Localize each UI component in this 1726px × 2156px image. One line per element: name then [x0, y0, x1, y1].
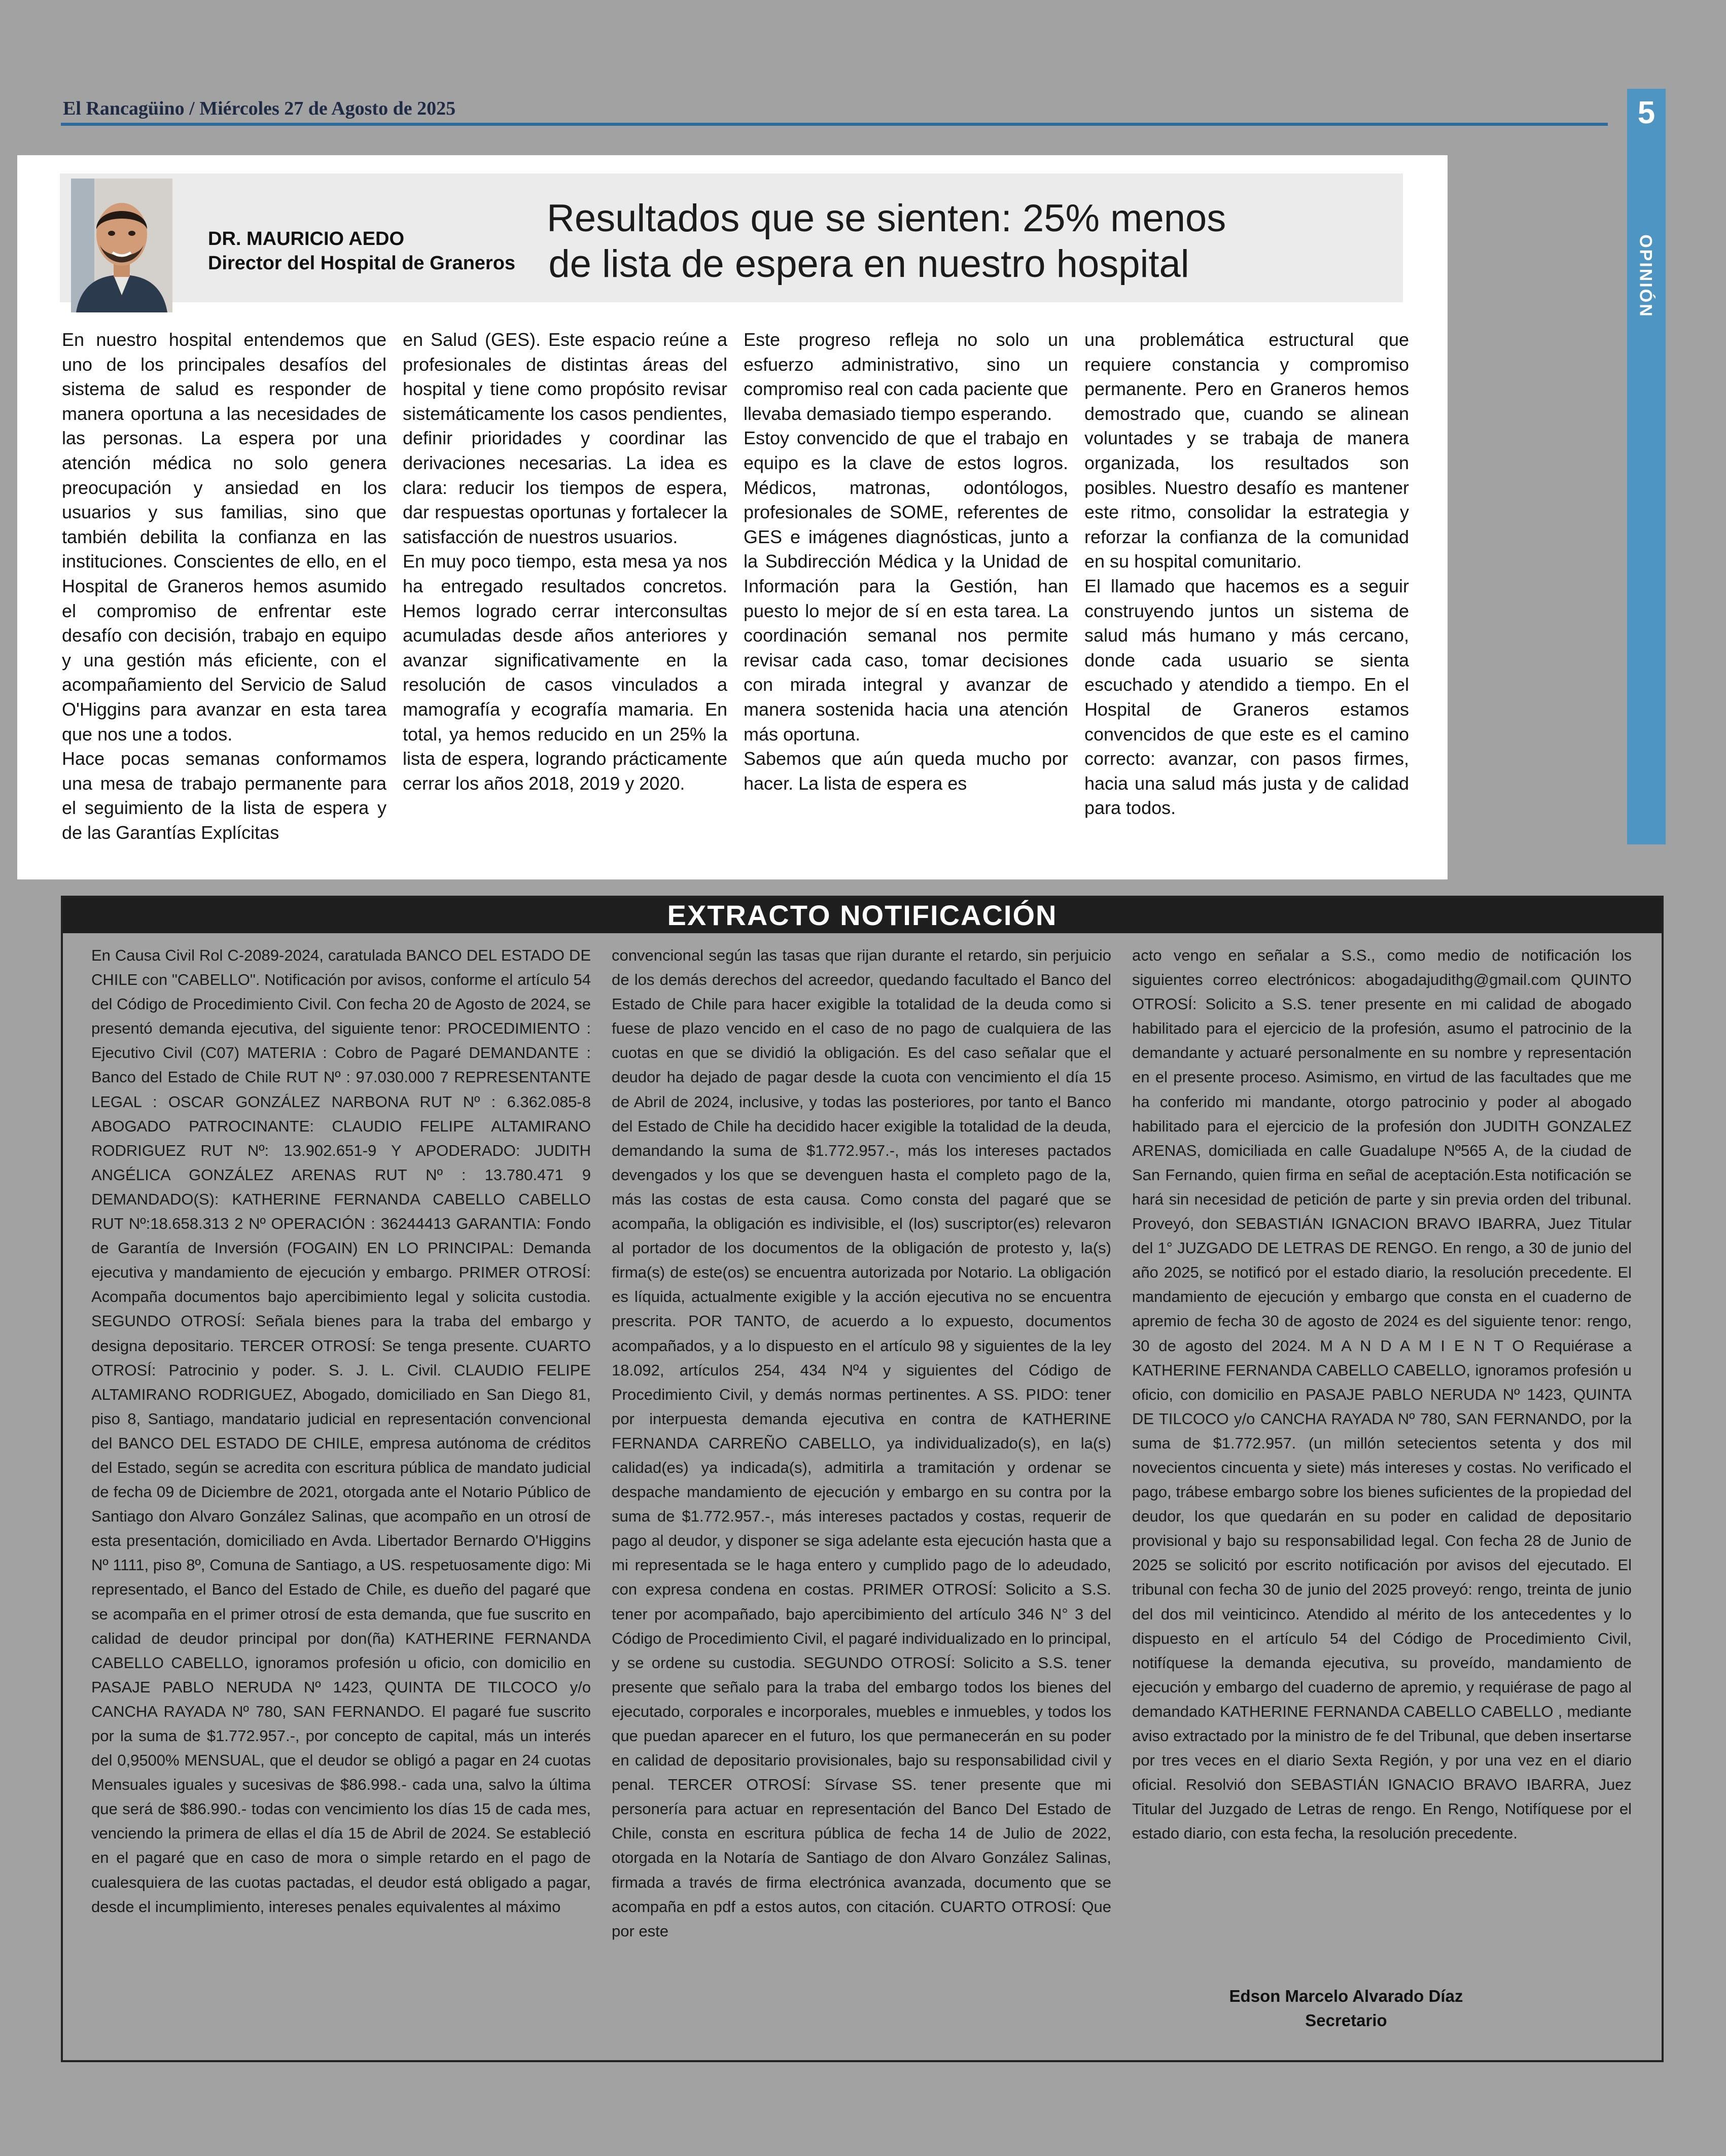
- article-paragraph: Sabemos que aún queda mucho por hacer. La lista de espera es: [744, 748, 1068, 794]
- section-tab: [1627, 89, 1666, 844]
- article-paragraph: Hace pocas semanas conformamos una mesa de trabajo permanente para el seguimiento de la lista de espera y de las Garantías Explícitas: [62, 748, 386, 843]
- legal-notice: [61, 896, 1664, 2062]
- article-paragraph: El llamado que hacemos es a seguir construyendo juntos un sistema de salud más humano y más cercano, donde cada usuario se sienta escuchado y atendido a tiempo. En el Hospital de Graneros estamos convencidos de que este es el camino correcto: avanzar, con pasos firmes, hacia una salud más justa y de calidad para todos.: [1084, 575, 1409, 819]
- notice-paragraph: En Causa Civil Rol C-2089-2024, caratulada BANCO DEL ESTADO DE CHILE con "CABELLO". Notificación por avisos, conforme el artículo 54 del Código de Procedimiento Civil. Con fecha 20 de Agosto de 2024, se presentó demanda ejecutiva, del siguiente tenor: PROCEDIMIENTO : Ejecutivo Civil (C07) MATERIA : Cobro de Pagaré DEMANDANTE : Banco del Estado de Chile RUT Nº : 97.030.000 7 REPRESENTANTE LEGAL : OSCAR GONZÁLEZ NARBONA RUT Nº : 6.362.085-8 ABOGADO PATROCINANTE: CLAUDIO FELIPE ALTAMIRANO RODRIGUEZ RUT Nº: 13.902.651-9 Y APODERADO: JUDITH ANGÉLICA GONZÁLEZ ARENAS RUT Nº : 13.780.471 9 DEMANDADO(S): KATHERINE FERNANDA CABELLO CABELLO RUT Nº:18.658.313 2 Nº OPERACIÓN : 36244413 GARANTIA: Fondo de Garantía de Inversión (FOGAIN) EN LO PRINCIPAL: Demanda ejecutiva y mandamiento de ejecución y embargo. PRIMER OTROSÍ: Acompaña documentos bajo apercibimiento legal y solicita custodia. SEGUNDO OTROSÍ: Señala bienes para la traba del embargo y designa depositario. TERCER OTROSÍ: Se tenga presente. CUARTO OTROSÍ: Patrocinio y poder. S. J. L. Civil. CLAUDIO FELIPE ALTAMIRANO RODRIGUEZ, Abogado, domiciliado en San Diego 81, piso 8, Santiago, mandatario judicial en representación convencional del BANCO DEL ESTADO DE CHILE, empresa autónoma de créditos del Estado, según se acredita con escritura pública de mandato judicial de fecha 09 de Diciembre de 2021, otorgada ante el Notario Público de Santiago don Alvaro González Salinas, que acompaño en un otrosí de esta presentación, domiciliado en Avda. Libertador Bernardo O'Higgins Nº 1111, piso 8º, Comuna de Santiago, a US. respetuosamente digo: Mi representado, el Banco del Estado de Chile, es dueño del pagaré que se acompaña en el primer otrosí de esta demanda, que fue suscrito en calidad de deudor principal por don(ña) KATHERINE FERNANDA CABELLO CABELLO, ignoramos profesión u oficio, con domicilio en PASAJE PABLO NERUDA Nº 1423, QUINTA DE TILCOCO y/o CANCHA RAYADA Nº 780, SAN FERNANDO. El pagaré fue suscrito por la suma de $1.772.957.-, por concepto de capital, más un interés del 0,9500% MENSUAL, que el deudor se obligó a pagar en 24 cuotas Mensuales iguales y sucesivas de $86.998.- cada una, salvo la última que será de $86.990.- todas con vencimiento los días 15 de cada mes, venciendo la primera de ellas el día 15 de Abril de 2024. Se estableció en el pagaré que en caso de mora o simple retardo en el pago de cualesquiera de las cuotas pactadas, el deudor está obligado a pagar, desde el incumplimiento, intereses penales equivalentes al máximo: [91, 946, 591, 1916]
- header-rule: [61, 123, 1608, 126]
- article-paragraph: En muy poco tiempo, esta mesa ya nos ha entregado resultados concretos. Hemos logrado cerrar interconsultas acumuladas desde años anteriores y avanzar significativamente en la resolución de casos vinculados a mamografía y ecografía mamaria. En total, ya hemos reducido en un 25% la lista de espera, logrando prácticamente cerrar los años 2018, 2019 y 2020.: [403, 551, 727, 794]
- article-column-3: [744, 328, 1068, 796]
- article-paragraph: Estoy convencido de que el trabajo en equipo es la clave de estos logros. Médicos, matronas, odontólogos, profesionales de SOME, referentes de GES e imágenes diagnósticas, junto a la Subdirección Médica y la Unidad de Información para la Gestión, han puesto lo mejor de sí en esta tarea. La coordinación semanal nos permite revisar cada caso, tomar decisiones con mirada integral y avanzar de manera sostenida hacia una atención más oportuna.: [744, 428, 1068, 745]
- header-text: [63, 97, 455, 120]
- header-separator: /: [189, 98, 195, 119]
- notice-column-2: [612, 943, 1111, 1943]
- notice-column-3: [1132, 943, 1632, 1846]
- article-column-1: [62, 328, 386, 845]
- opinion-article: [17, 155, 1448, 879]
- author-portrait-image: [71, 179, 172, 312]
- article-paragraph: en Salud (GES). Este espacio reúne a profesionales de distintas áreas del hospital y tiene como propósito revisar sistemáticamente los casos pendientes, definir prioridades y coordinar las derivaciones necesarias. La idea es clara: reducir los tiempos de espera, dar respuestas oportunas y fortalecer la satisfacción de nuestros usuarios.: [403, 329, 727, 547]
- notice-paragraph: acto vengo en señalar a S.S., como medio de notificación los siguientes correo electrónicos: abogadajudithg@gmail.com QUINTO OTROSÍ: Solicito a S.S. tener presente en mi calidad de abogado habilitado para el ejercicio de la profesión, asumo el patrocinio de la demandante y actuaré personalmente en su nombre y representación en el presente proceso. Asimismo, en virtud de las facultades que me ha conferido mi mandante, otorgo patrocinio y poder al abogado habilitado para el ejercicio de la profesión don JUDITH GONZALEZ ARENAS, domiciliada en calle Guadalupe Nº565 A, de la ciudad de San Fernando, quien firma en señal de aceptación.Esta notificación se hará sin necesidad de petición de parte y sin previa orden del tribunal. Proveyó, don SEBASTIÁN IGNACION BRAVO IBARRA, Juez Titular del 1° JUZGADO DE LETRAS DE RENGO. En rengo, a 30 de junio del año 2025, se notificó por el estado diario, la resolución precedente. El mandamiento de ejecución y embargo que consta en el cuaderno de apremio de fecha 30 de agosto de 2024 es del siguiente tenor: rengo, 30 de agosto del 2024. M A N D A M I E N T O Requiérase a KATHERINE FERNANDA CABELLO CABELLO, ignoramos profesión u oficio, con domicilio en PASAJE PABLO NERUDA Nº 1423, QUINTA DE TILCOCO y/o CANCHA RAYADA Nº 780, SAN FERNANDO, por la suma de $1.772.957. (un millón setecientos setenta y dos mil novecientos cincuenta y siete) más intereses y costas. No verificado el pago, trábese embargo sobre los bienes suficientes de la propiedad del deudor, los que quedarán en su poder en calidad de depositario provisional y bajo su responsabilidad legal. Con fecha 28 de Junio de 2025 se solicitó por escrito notificación por avisos del ejecutado. El tribunal con fecha 30 de junio del 2025 proveyó: rengo, treinta de junio del dos mil veinticinco. Atendido al mérito de los antecedentes y lo dispuesto en el artículo 54 del Código de Procedimiento Civil, notifíquese la demanda ejecutiva, su proveído, mandamiento de ejecución y embargo del cuaderno de apremio, y requiérase de pago al demandado KATHERINE FERNANDA CABELLO CABELLO , mediante aviso extractado por la ministro de fe del Tribunal, que deben insertarse por tres veces en el diario Sexta Región, y por una vez en el diario oficial. Resolvió don SEBASTIÁN IGNACIO BRAVO IBARRA, Juez Titular del Juzgado de Letras de rengo. En Rengo, Notifíquese por el estado diario, con esta fecha, la resolución precedente.: [1132, 946, 1632, 1843]
- article-paragraph: Este progreso refleja no solo un esfuerzo administrativo, sino un compromiso real con cada paciente que llevaba demasiado tiempo esperando.: [744, 329, 1068, 424]
- article-paragraph: una problemática estructural que requiere constancia y compromiso permanente. Pero en Graneros hemos demostrado que, cuando se alinean voluntades y se trabaja de manera organizada, los resultados son posibles. Nuestro desafío es mantener este ritmo, consolidar la estrategia y reforzar la confianza de la comunidad en su hospital comunitario.: [1084, 329, 1409, 572]
- author-photo: [71, 179, 172, 312]
- notice-title: EXTRACTO NOTIFICACIÓN: [63, 898, 1662, 933]
- author-role: Director del Hospital de Graneros: [208, 253, 516, 274]
- article-column-4: [1084, 328, 1409, 821]
- headline-line: Resultados que se sienten: 25% menos: [547, 197, 1226, 240]
- signature-role: Secretario: [1305, 2011, 1387, 2030]
- notice-paragraph: convencional según las tasas que rijan durante el retardo, sin perjuicio de los demás derechos del acreedor, quedando facultado el Banco del Estado de Chile para hacer exigible la totalidad de la deuda como si fuese de plazo vencido en el caso de no pago de cualquiera de las cuotas en que se dividió la obligación. Es del caso señalar que el deudor ha dejado de pagar desde la cuota con vencimiento el día 15 de Abril de 2024, inclusive, y todas las posteriores, por tanto el Banco del Estado de Chile ha decidido hacer exigible la totalidad de la deuda, demandando la suma de $1.772.957.-, más los intereses pactados devengados y los que se devenguen hasta el completo pago de la, más las costas de esta causa. Como consta del pagaré que se acompaña, la obligación es indivisible, el (los) suscriptor(es) relevaron al portador de los documentos de la obligación de protesto y, la(s) firma(s) de este(os) se encuentra autorizada por Notario. La obligación es líquida, actualmente exigible y la acción ejecutiva no se encuentra prescrita. POR TANTO, de acuerdo a lo expuesto, documentos acompañados, y a lo dispuesto en el artículo 98 y siguientes de la ley 18.092, artículos 254, 434 Nº4 y siguientes del Código de Procedimiento Civil, y demás normas pertinentes. A SS. PIDO: tener por interpuesta demanda ejecutiva en contra de KATHERINE FERNANDA CARREÑO CABELLO, ya individualizado(s), en la(s) calidad(es) ya indicada(s), admitirla a tramitación y ordenar se despache mandamiento de ejecución y embargo en su contra por la suma de $1.772.957.-, más intereses pactados y costas, requerir de pago al deudor, y disponer se siga adelante esta ejecución hasta que a mi representada se le haga entero y cumplido pago de lo adeudado, con expresa condena en costas. PRIMER OTROSÍ: Solicito a S.S. tener por acompañado, bajo apercibimiento del artículo 346 N° 3 del Código de Procedimiento Civil, el pagaré individualizado en lo principal, y se ordene su custodia. SEGUNDO OTROSÍ: Solicito a S.S. tener presente que señalo para la traba del embargo todos los bienes del ejecutado, corporales e incorporales, muebles e inmuebles, y todos los que puedan aparecer en el futuro, los que permanecerán en su poder en calidad de depositario provisionales, bajo su responsabilidad civil y penal. TERCER OTROSÍ: Sírvase SS. tener presente que mi personería para actuar en representación del Banco Del Estado de Chile, consta en escritura pública de fecha 14 de Julio de 2022, otorgada en la Notaría de Santiago de don Alvaro González Salinas, firmada a través de firma electrónica avanzada, documento que se acompaña en pdf a estos autos, con citación. CUARTO OTROSÍ: Que por este: [612, 946, 1111, 1940]
- page-number: 5: [1637, 95, 1655, 130]
- notice-signature: [1148, 1984, 1544, 2033]
- issue-date: Miércoles 27 de Agosto de 2025: [199, 98, 456, 119]
- section-label: OPINIÓN: [1636, 234, 1655, 318]
- notice-column-1: [91, 943, 591, 1919]
- article-column-2: [403, 328, 727, 796]
- article-header: [60, 173, 1403, 302]
- paper-name: El Rancagüino: [63, 98, 185, 119]
- headline-line: de lista de espera en nuestro hospital: [548, 242, 1189, 286]
- signature-name: Edson Marcelo Alvarado Díaz: [1229, 1987, 1463, 2005]
- page-header: [61, 91, 1608, 132]
- article-paragraph: En nuestro hospital entendemos que uno de los principales desafíos del sistema de salud es responder de manera oportuna a las necesidades de las personas. La espera por una atención médica no solo genera preocupación y ansiedad en los usuarios y sus familias, sino que también debilita la confianza en las instituciones. Conscientes de ello, en el Hospital de Graneros hemos asumido el compromiso de enfrentar este desafío con decisión, trabajo en equipo y una gestión más eficiente, con el acompañamiento del Servicio de Salud O'Higgins para avanzar en esta tarea que nos une a todos.: [62, 329, 386, 745]
- author-name: DR. MAURICIO AEDO: [208, 228, 405, 250]
- article-headline: [547, 196, 1226, 287]
